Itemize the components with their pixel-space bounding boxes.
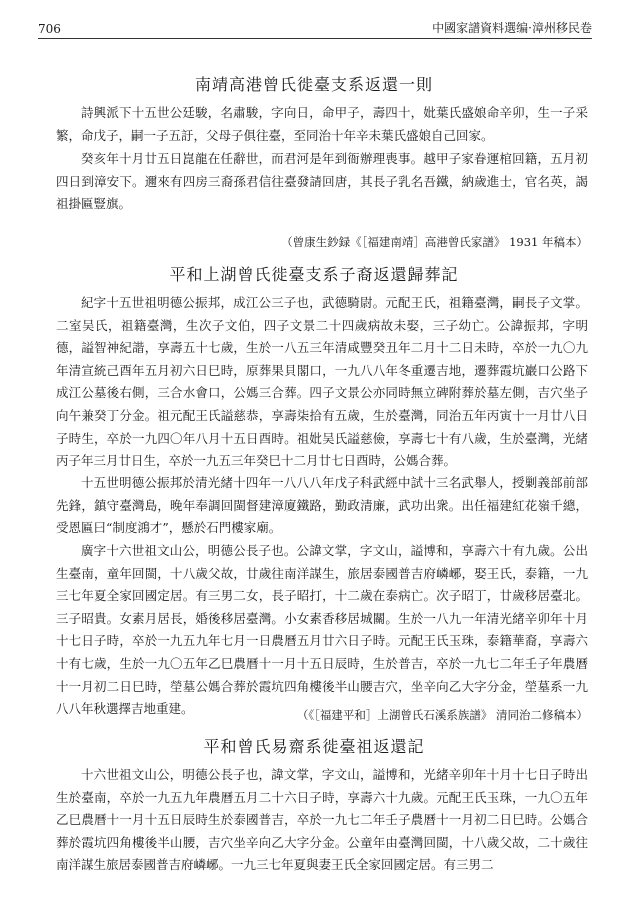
paragraph: 十五世明德公振邦於清光緒十四年一八八八年戊子科武經中試十三名武舉人，授剿義部前部先鋒，鎮守臺灣島，晚年奉調回閩督建漳廈鐵路，勤政清廉，武功出衆。出任福建紅花嶺千總，受恩匾曰“制度鴻才”，懸於石門樓家廟。 xyxy=(56,475,588,536)
paragraph: 十六世祖文山公，明德公長子也，諱文掌，字文山，謚博和，光緒辛卯年十月十七日子時出生於臺南，卒於一九五九年農曆五月二十六日子時，享壽六十九歲。元配王氏玉珠，一九〇五年乙巳農曆十一月十五日辰時生於泰國普吉，卒於一九七二年壬子農曆十一月初二日巳時。公媽合葬於霞坑四角樓後半山腰，吉穴坐辛向乙大字分金。公童年由臺灣回閩，十八歲父故，二十歲往南洋謀生旅居泰國普吉府嶙峫。一九三七年夏與妻王氏全家回國定居。有三男二 xyxy=(56,767,588,873)
book-title: 中國家譜資料選编·漳州移民卷 xyxy=(432,21,592,35)
source-citation: （曾康生鈔録《［福建南靖］高港曾氏家譜》 1931 年稿本） xyxy=(281,235,588,249)
header-rule xyxy=(38,38,592,39)
source-citation: （《［福建平和］上湖曾氏石溪系族譜》 清同治二修稿本） xyxy=(296,708,588,722)
paragraph: 紀字十五世祖明德公振邦，成江公三子也，武德騎尉。元配王氏，祖籍臺灣，嗣長子文掌。二室吴氏，祖籍臺灣，生次子文伯，四子文景二十四歲病故未娶，三子幼亡。公諱振邦，字明德，謚智神紀諧，享壽五十七歲，生於一八五三年清咸豐癸丑年二月十二日未時，卒於一九〇九年清宣統己酉年五月初六日巳時，原葬果貝閣口，一九八八年冬重遷吉地，遷葬霞坑巖口公路下成江公墓後右側，三合水會口，公媽三合葬。四子文景公亦同時無立碑附葬於墓左側，吉穴坐子向午兼癸丁分金。祖元配王氏謚慈恭，享壽柒拾有五歲，生於臺灣，同治五年丙寅十一月廿八日子時生，卒於一九四〇年八月十五日酉時。祖妣吴氏謚慈儉，享壽七十有八歲，生於臺灣，光緒丙子年三月廿日生，卒於一九五三年癸巳十二月廿七日酉時，公媽合葬。 xyxy=(56,295,588,469)
paragraph: 詩興派下十五世公廷駿，名肅駿，字向日，命甲子，壽四十，妣葉氏盛娘命辛卯，生一子采繁，命戊子，嗣一子五訏，父母子俱往臺，至同治十年辛未葉氏盛娘自己回家。 xyxy=(56,105,588,143)
running-header xyxy=(38,12,592,36)
section-title: 南靖高港曾氏徙臺支系返還一則 xyxy=(194,75,433,94)
section-title: 平和曾氏易齋系徙臺祖返還記 xyxy=(203,737,425,756)
page-number: 706 xyxy=(38,22,61,36)
section-title: 平和上湖曾氏徙臺支系子裔返還歸葬記 xyxy=(169,265,459,284)
paragraph: 廣字十六世祖文山公，明德公長子也。公諱文掌，字文山，謚博和，享壽六十有九歲。公出生臺南，童年回閩，十八歲父故，廿歲往南洋謀生，旅居泰國普吉府嶙峫，娶王氏，泰籍，一九三七年夏全家回國定居。有三男二女，長子昭打，十二歲在泰病亡。次子昭丁，廿歲移居臺北。三子昭貴。女素月居長，婚後移居臺灣。小女素香移居城關。生於一八九一年清光緒辛卯年十月十七日子時，卒於一九五九年七月一日農曆五月廿六日子時。元配王氏玉珠，泰籍華裔，享壽六十有七歲，生於一九〇五年乙巳農曆十一月十五日辰時，生於普吉，卒於一九七二年壬子年農曆十一月初二日巳時，塋墓公媽合葬於霞坑四角樓後半山腰吉穴，坐辛向乙大字分金，塋墓系一九八八年秋選擇吉地重建。 xyxy=(56,543,588,717)
paragraph: 癸亥年十月廿五日崑龍在任辭世，而君河是年到衙辦理喪事。越甲子家眷運棺回籍，五月初四日到漳安下。邇來有四房三裔孫君信往臺發請回唐，其長子乳名吾鐵，納歲進士，官名英，謁祖掛匾豎旗。 xyxy=(56,151,588,212)
